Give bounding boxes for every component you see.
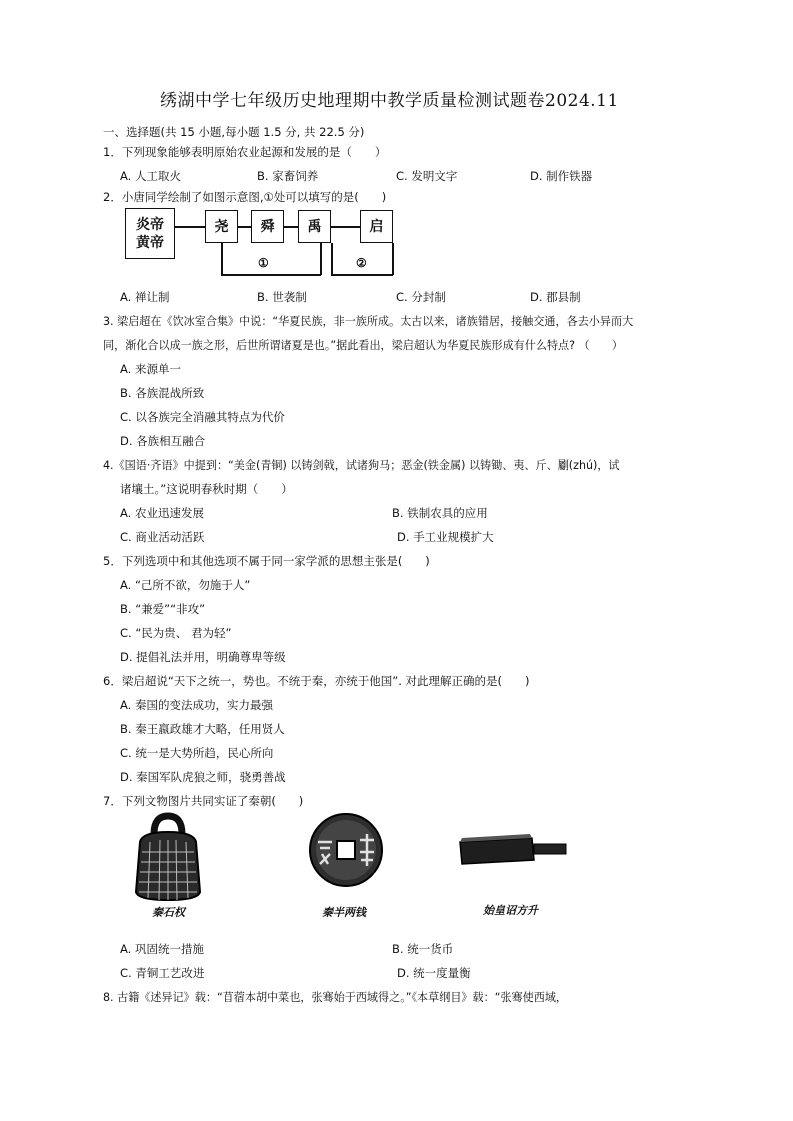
diagram-bracket-2 (331, 243, 333, 275)
diagram-bracket-1 (320, 243, 322, 275)
diagram-connector (175, 226, 205, 228)
question-4-stem-line2: 诸壤土。”这说明春秋时期（ ） (120, 482, 293, 496)
question-3-option-c[interactable]: C. 以各族完全消融其特点为代价 (120, 410, 285, 424)
question-6-option-d[interactable]: D. 秦国军队虎狼之师，骁勇善战 (120, 770, 286, 784)
question-4-stem-line1: 4.《国语·齐语》中提到：“美金(青铜) 以铸剑戟，试诸狗马；恶金(铁金属) 以铸锄、夷、斤、劚(zhú)，试 (103, 459, 620, 472)
question-4-option-a[interactable]: A. 农业迅速发展 (120, 506, 204, 520)
diagram-box-shun: 舜 (251, 210, 284, 243)
diagram-box-yu: 禹 (298, 210, 331, 243)
question-7-option-c[interactable]: C. 青铜工艺改进 (120, 966, 205, 980)
diagram-bracket-2 (392, 243, 394, 275)
question-2-option-c[interactable]: C. 分封制 (396, 290, 446, 304)
diagram-mark-2: ② (356, 256, 367, 270)
question-1-option-a[interactable]: A. 人工取火 (120, 169, 181, 183)
question-1-option-d[interactable]: D. 制作铁器 (530, 169, 593, 183)
question-5-stem: 5．下列选项中和其他选项不属于同一家学派的思想主张是( ) (103, 554, 430, 568)
diagram-connector (331, 226, 360, 228)
question-1-option-b[interactable]: B. 家畜饲养 (257, 169, 319, 183)
question-5-option-d[interactable]: D. 提倡礼法并用，明确尊卑等级 (120, 650, 286, 664)
diagram-label-yandi: 炎帝 (136, 216, 164, 233)
diagram-box-qi: 启 (360, 210, 393, 243)
qin-stone-weight-image (132, 812, 204, 904)
diagram-box-yandi-huangdi (125, 208, 175, 259)
diagram-bracket-1 (221, 243, 223, 275)
question-2-option-d[interactable]: D. 郡县制 (530, 290, 581, 304)
section-heading: 一、选择题(共 15 小题,每小题 1.5 分, 共 22.5 分) (103, 125, 365, 139)
question-3-option-b[interactable]: B. 各族混战所致 (120, 386, 205, 400)
diagram-label-huangdi: 黄帝 (136, 234, 164, 251)
shihuang-edict-measure-image (458, 832, 570, 868)
question-7-option-b[interactable]: B. 统一货币 (392, 942, 454, 956)
diagram-mark-1: ① (258, 256, 269, 270)
caption-qin-banliang-coin: 秦半两钱 (322, 906, 366, 919)
diagram-connector (238, 226, 251, 228)
question-1-stem: 1．下列现象能够表明原始农业起源和发展的是（ ） (103, 145, 387, 159)
qin-banliang-coin-image (308, 812, 384, 888)
question-3-stem-line2: 同，渐化合以成一族之形，后世所谓诸夏是也。”据此看出，梁启超认为华夏民族形成有什么特点? （ ） (103, 339, 623, 352)
diagram-box-yao: 尧 (205, 210, 238, 243)
question-6-option-b[interactable]: B. 秦王嬴政雄才大略，任用贤人 (120, 722, 285, 736)
question-2-option-b[interactable]: B. 世袭制 (257, 290, 307, 304)
question-7-option-a[interactable]: A. 巩固统一措施 (120, 942, 204, 956)
question-5-option-a[interactable]: A. “己所不欲，勿施于人” (120, 578, 251, 592)
diagram-bracket-1 (221, 274, 321, 276)
question-4-option-c[interactable]: C. 商业活动活跃 (120, 530, 205, 544)
page-title: 绣湖中学七年级历史地理期中教学质量检测试题卷2024.11 (160, 91, 619, 111)
question-3-option-a[interactable]: A. 来源单一 (120, 362, 181, 376)
caption-qin-stone-weight: 秦石权 (152, 906, 185, 919)
question-1-option-c[interactable]: C. 发明文字 (396, 169, 458, 183)
diagram-bracket-2 (331, 274, 393, 276)
question-4-option-d[interactable]: D. 手工业规模扩大 (397, 530, 494, 544)
question-6-option-a[interactable]: A. 秦国的变法成功，实力最强 (120, 698, 273, 712)
question-2-stem: 2．小唐同学绘制了如图示意图,①处可以填写的是( ) (103, 190, 387, 204)
question-4-option-b[interactable]: B. 铁制农具的应用 (392, 506, 488, 520)
question-8-stem: 8. 古籍《述异记》载：“苜蓿本胡中菜也，张骞始于西域得之。”《本草纲目》载：“张骞使西域， (103, 991, 568, 1004)
question-6-option-c[interactable]: C. 统一是大势所趋，民心所向 (120, 746, 274, 760)
question-3-stem-line1: 3. 梁启超在《饮冰室合集》中说：“华夏民族，非一族所成。太古以来，诸族错居，接触交通，各去小异而大 (103, 315, 634, 328)
diagram-connector (284, 226, 298, 228)
question-3-option-d[interactable]: D. 各族相互融合 (120, 434, 206, 448)
question-5-option-c[interactable]: C. “民为贵、 君为轻” (120, 626, 232, 640)
caption-shihuang-edict-measure: 始皇诏方升 (483, 904, 538, 917)
question-5-option-b[interactable]: B. “兼爱”“非攻” (120, 602, 206, 616)
question-6-stem: 6．梁启超说“天下之统一，势也。不统于秦，亦统于他国”. 对此理解正确的是( ) (103, 674, 530, 688)
question-2-option-a[interactable]: A. 禅让制 (120, 290, 170, 304)
question-7-option-d[interactable]: D. 统一度量衡 (397, 966, 471, 980)
question-7-stem: 7．下列文物图片共同实证了秦朝( ) (103, 794, 304, 808)
